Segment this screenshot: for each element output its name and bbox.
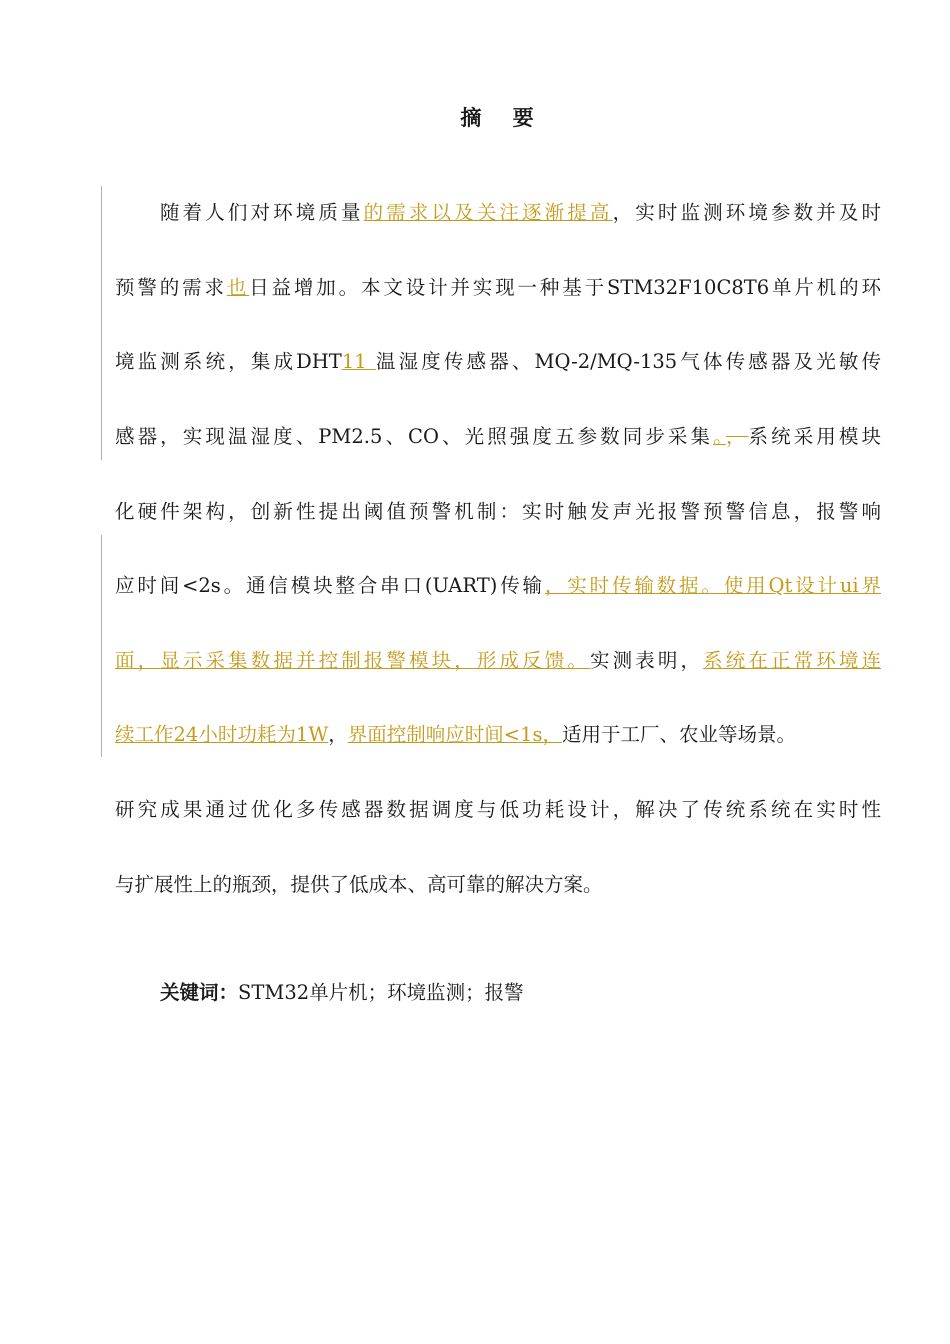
- keywords-label: 关键词：: [160, 981, 239, 1004]
- insertion[interactable]: 11: [341, 350, 376, 373]
- insertion[interactable]: 。: [713, 425, 726, 448]
- abstract-line-1: 随着人们对环境质量的需求以及关注逐渐提高，实时监测环境参数并及时: [160, 201, 881, 224]
- revision-bar-bottom: [101, 535, 102, 757]
- abstract-line-5: 化硬件架构，创新性提出阈值预警机制：实时触发声光报警预警信息，报警响: [115, 500, 881, 523]
- abstract-line-6: 应时间<2s。通信模块整合串口(UART)传输，实时传输数据。使用Qt设计ui界: [115, 574, 881, 597]
- insertion[interactable]: 续工作24小时功耗为1W: [115, 723, 329, 746]
- insertion[interactable]: ，实时传输数据。使用Qt设计ui界: [544, 574, 881, 597]
- insertion[interactable]: 界面控制响应时间<1s，: [347, 723, 563, 746]
- abstract-title: 摘 要: [460, 105, 536, 130]
- insertion[interactable]: 系统在正常环境连: [703, 649, 881, 672]
- keywords-line: [160, 978, 524, 1008]
- abstract-line-3: 境监测系统，集成DHT11 温湿度传感器、MQ-2/MQ-135气体传感器及光敏传: [115, 350, 881, 373]
- keywords-text: STM32单片机；环境监测；报警: [238, 981, 524, 1004]
- abstract-line-10: 与扩展性上的瓶颈，提供了低成本、高可靠的解决方案。: [115, 873, 603, 896]
- insertion[interactable]: 面，显示采集数据并控制报警模块，形成反馈。: [115, 649, 591, 672]
- revision-bar-top: [101, 186, 102, 460]
- abstract-line-9: 研究成果通过优化多传感器数据调度与低功耗设计，解决了传统系统在实时性: [115, 798, 881, 821]
- insertion[interactable]: 的需求以及关注逐渐提高: [363, 201, 613, 224]
- abstract-line-2: 预警的需求也日益增加。本文设计并实现一种基于STM32F10C8T6单片机的环: [115, 276, 881, 299]
- abstract-line-7: 面，显示采集数据并控制报警模块，形成反馈。实测表明，系统在正常环境连: [115, 649, 881, 672]
- deletion[interactable]: ，: [725, 425, 749, 448]
- abstract-line-4: 感器，实现温湿度、PM2.5、CO、光照强度五参数同步采集。，系统采用模块: [115, 425, 881, 448]
- abstract-line-8: 续工作24小时功耗为1W，界面控制响应时间<1s，适用于工厂、农业等场景。: [115, 723, 797, 746]
- insertion[interactable]: 也: [226, 276, 250, 299]
